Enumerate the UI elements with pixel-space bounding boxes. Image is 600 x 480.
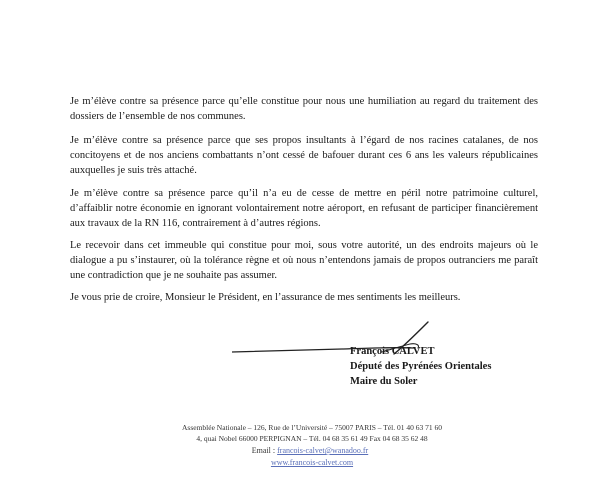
website-link[interactable]: www.francois-calvet.com (270, 458, 354, 467)
footer-address-paris: Assemblée Nationale – 126, Rue de l’Université – 75007 PARIS – Tél. 01 40 63 71 60 (182, 423, 442, 432)
email-label: Email : (251, 446, 278, 455)
email-link[interactable]: francois-calvet@wanadoo.fr (277, 446, 369, 455)
closing-paragraph: Je vous prie de croire, Monsieur le Président, en l’assurance de mes sentiments les meilleurs. (70, 292, 461, 303)
signature-block (350, 344, 491, 389)
footer-email-line (10, 446, 600, 455)
letter-paragraph-3: Je m’élève contre sa présence parce qu’il n’a eu de cesse de mettre en péril notre patrimoine culturel, d’affaiblir notre économie en ignorant volontairement notre aéroport, en refusant de participer financièrement aux travaux de la RN 116, contrairement à d’autres régions. (70, 188, 538, 229)
letter-paragraph-4: Le recevoir dans cet immeuble qui constitue pour moi, sous votre autorité, un des endroits majeurs où le dialogue a pu s’instaurer, où la tolérance règne et où nous n’entendons jamais de propos outranciers me paraît une contradiction que je ne souhaite pas assumer. (70, 240, 538, 281)
footer-website-line (12, 458, 600, 467)
letter-paragraph-1: Je m’élève contre sa présence parce qu’elle constitue pour nous une humiliation au regard du traitement des dossiers de l’ensemble de nos communes. (70, 96, 538, 122)
signatory-name: François CALVET (350, 346, 435, 357)
letter-paragraph-2: Je m’élève contre sa présence parce que ses propos insultants à l’égard de nos racines catalanes, de nos concitoyens et de nos anciens combattants n’ont cessé de bafouer durant ces 6 ans les valeurs républicaines auxquelles je suis très attaché. (70, 135, 538, 176)
footer-address-perpignan: 4, quai Nobel 66000 PERPIGNAN – Tél. 04 68 35 61 49 Fax 04 68 35 62 48 (196, 434, 428, 443)
signatory-title: Député des Pyrénées Orientales (350, 361, 492, 372)
signatory-role: Maire du Soler (350, 376, 418, 387)
